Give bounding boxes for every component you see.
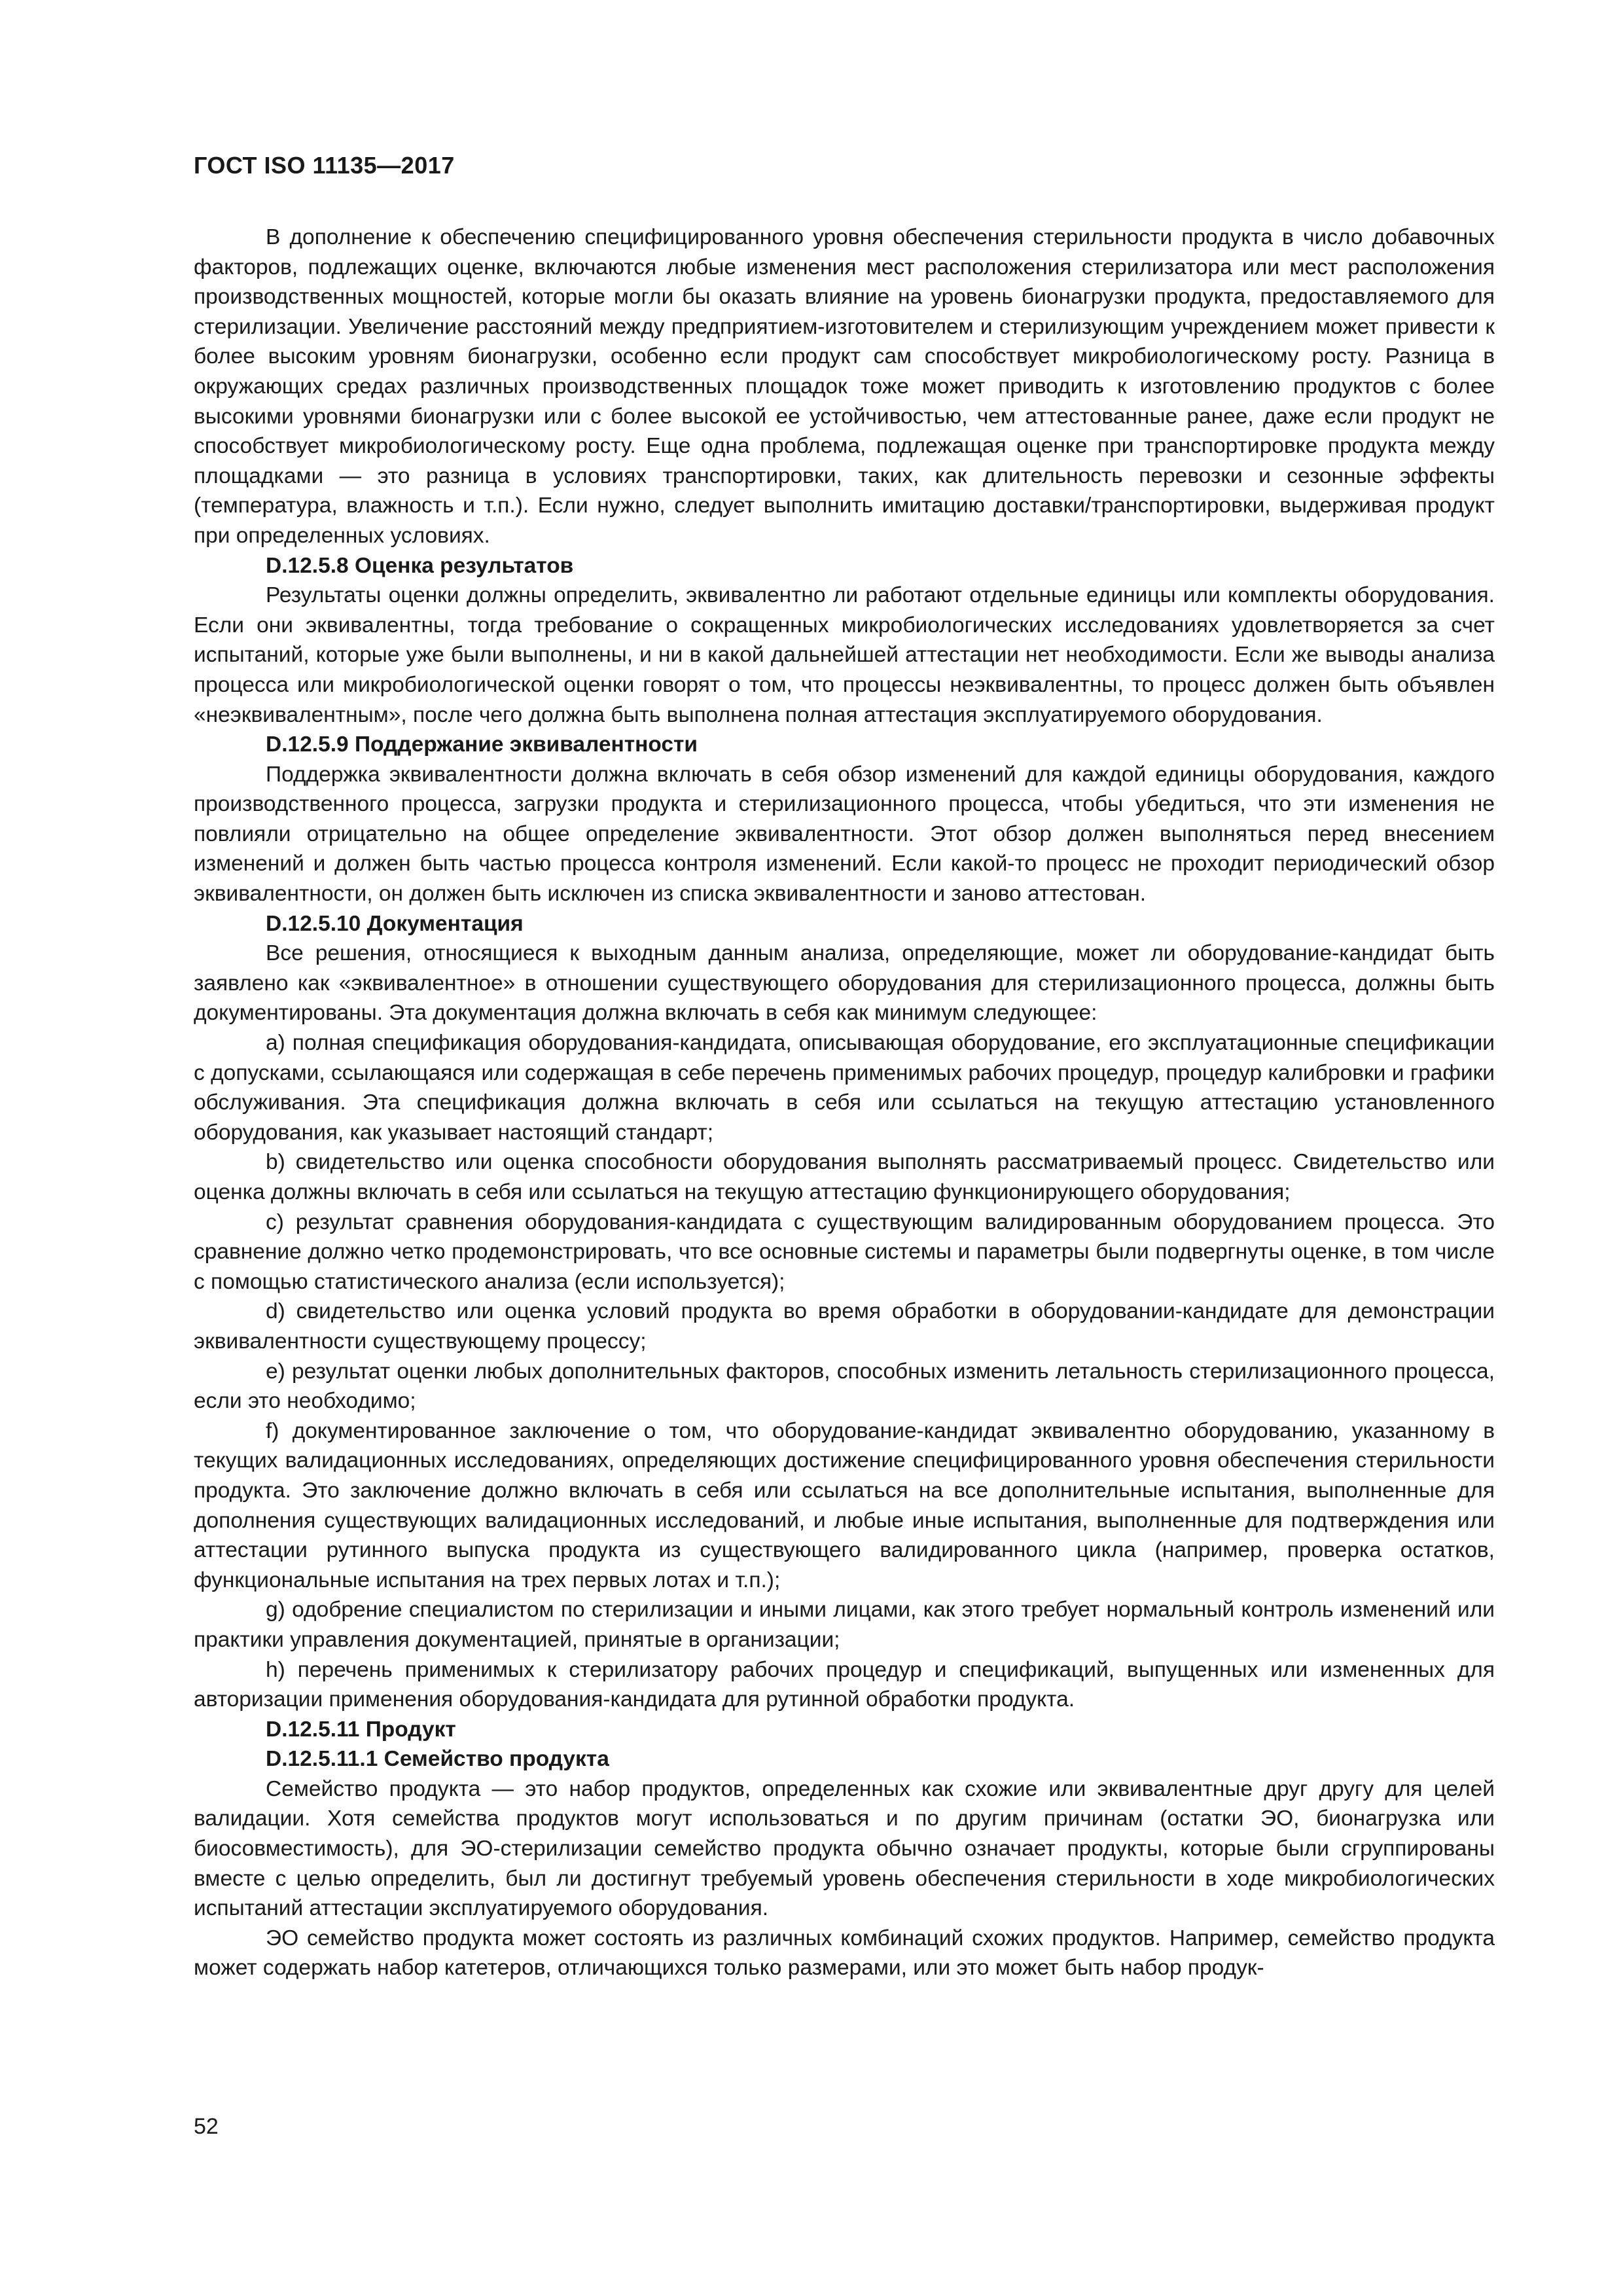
paragraph: ЭО семейство продукта может состоять из различных комбинаций схожих продуктов. Например, семейство продукта может содержать набор катетеров, отличающихся только размерами, или это может быть набор продук- <box>194 1926 1495 1981</box>
paragraph: Поддержка эквивалентности должна включать в себя обзор изменений для каждой единицы оборудования, каждого производственного процесса, загрузки продукта и стерилизационного процесса, чтобы убедиться, что эти изменения не повлияли отрицательно на общее определение эквивалентности. Этот обзор должен выполняться перед внесением изменений и должен быть частью процесса контроля изменений. Если какой-то процесс не проходит периодический обзор эквивалентности, он должен быть исключен из списка эквивалентности и заново аттестован. <box>194 762 1495 906</box>
paragraph: h) перечень применимых к стерилизатору рабочих процедур и спецификаций, выпущенных или измененных для авторизации применения оборудования-кандидата для рутинной обработки продукта. <box>194 1657 1495 1712</box>
paragraph: a) полная спецификация оборудования-кандидата, описывающая оборудование, его эксплуатационные спецификации с допусками, ссылающаяся или содержащая в себе перечень применимых рабочих процедур, процедур калибровки и графики обслуживания. Эта спецификация должна включать в себя или ссылаться на текущую аттестацию установленного оборудования, как указывает настоящий стандарт; <box>194 1031 1495 1145</box>
page-number: 52 <box>194 2114 219 2139</box>
document-body <box>194 223 1495 1983</box>
paragraph: Все решения, относящиеся к выходным данным анализа, определяющие, может ли оборудование-кандидат быть заявлено как «эквивалентное» в отношении существующего оборудования для стерилизационного процесса, должны быть документированы. Эта документация должна включать в себя как минимум следующее: <box>194 941 1495 1026</box>
section-heading: D.12.5.10 Документация <box>266 911 524 936</box>
paragraph: g) одобрение специалистом по стерилизации и иными лицами, как этого требует нормальный контроль изменений или практики управления документацией, принятые в организации; <box>194 1598 1495 1652</box>
paragraph: Результаты оценки должны определить, эквивалентно ли работают отдельные единицы или комплекты оборудования. Если они эквивалентны, тогда требование о сокращенных микробиологических исследованиях удовлетворяется за счет испытаний, которые уже были выполнены, и ни в какой дальнейшей аттестации нет необходимости. Если же выводы анализа процесса или микробиологической оценки говорят о том, что процессы неэквивалентны, то процесс должен быть объявлен «неэквивалентным», после чего должна быть выполнена полная аттестация эксплуатируемого оборудования. <box>194 583 1495 727</box>
paragraph: d) свидетельство или оценка условий продукта во время обработки в оборудовании-кандидате для демонстрации эквивалентности существующему процессу; <box>194 1299 1495 1354</box>
paragraph: e) результат оценки любых дополнительных факторов, способных изменить летальность стерилизационного процесса, если это необходимо; <box>194 1359 1495 1414</box>
paragraph: Семейство продукта — это набор продуктов, определенных как схожие или эквивалентные друг другу для целей валидации. Хотя семейства продуктов могут использоваться и по другим причинам (остатки ЭО, бионагрузка или биосовместимость), для ЭО-стерилизации семейство продукта обычно означает продукты, которые были сгруппированы вместе с целью определить, был ли достигнут требуемый уровень обеспечения стерильности в ходе микробиологических испытаний аттестации эксплуатируемого оборудования. <box>194 1776 1495 1921</box>
document-header: ГОСТ ISO 11135—2017 <box>194 152 455 179</box>
paragraph: c) результат сравнения оборудования-кандидата с существующим валидированным оборудованием процесса. Это сравнение должно четко продемонстрировать, что все основные системы и параметры были подвергнуты оценке, в том числе с помощью статистического анализа (если используется); <box>194 1210 1495 1294</box>
section-heading: D.12.5.11 Продукт <box>266 1717 456 1742</box>
paragraph: f) документированное заключение о том, что оборудование-кандидат эквивалентно оборудованию, указанному в текущих валидационных исследованиях, определяющих достижение специфицированного уровня обеспечения стерильности продукта. Это заключение должно включать в себя или ссылаться на все дополнительные испытания, выполненные для дополнения существующих валидационных исследований, и любые иные испытания, выполненные для подтверждения или аттестации рутинного выпуска продукта из существующего валидированного цикла (например, проверка остатков, функциональные испытания на трех первых лотах и т.п.); <box>194 1418 1495 1592</box>
section-heading: D.12.5.8 Оценка результатов <box>266 553 574 578</box>
paragraph: В дополнение к обеспечению специфицированного уровня обеспечения стерильности продукта в число добавочных факторов, подлежащих оценке, включаются любые изменения мест расположения стерилизатора или мест расположения производственных мощностей, которые могли бы оказать влияние на уровень бионагрузки продукта, предоставляемого для стерилизации. Увеличение расстояний между предприятием-изготовителем и стерилизующим учреждением может привести к более высоким уровням бионагрузки, особенно если продукт сам способствует микробиологическому росту. Разница в окружающих средах различных производственных площадок тоже может приводить к изготовлению продуктов с более высокими уровнями бионагрузки или с более высокой ее устойчивостью, чем аттестованные ранее, даже если продукт не способствует микробиологическому росту. Еще одна проблема, подлежащая оценке при транспортировке продукта между площадками — это разница в условиях транспортировки, таких, как длительность перевозки и сезонные эффекты (температура, влажность и т.п.). Если нужно, следует выполнить имитацию доставки/транспортировки, выдерживая продукт при определенных условиях. <box>194 225 1495 548</box>
paragraph: b) свидетельство или оценка способности оборудования выполнять рассматриваемый процесс. Свидетельство или оценка должны включать в себя или ссылаться на текущую аттестацию функционирующего оборудования; <box>194 1150 1495 1204</box>
section-heading: D.12.5.9 Поддержание эквивалентности <box>266 732 698 757</box>
section-heading: D.12.5.11.1 Семейство продукта <box>266 1747 609 1772</box>
